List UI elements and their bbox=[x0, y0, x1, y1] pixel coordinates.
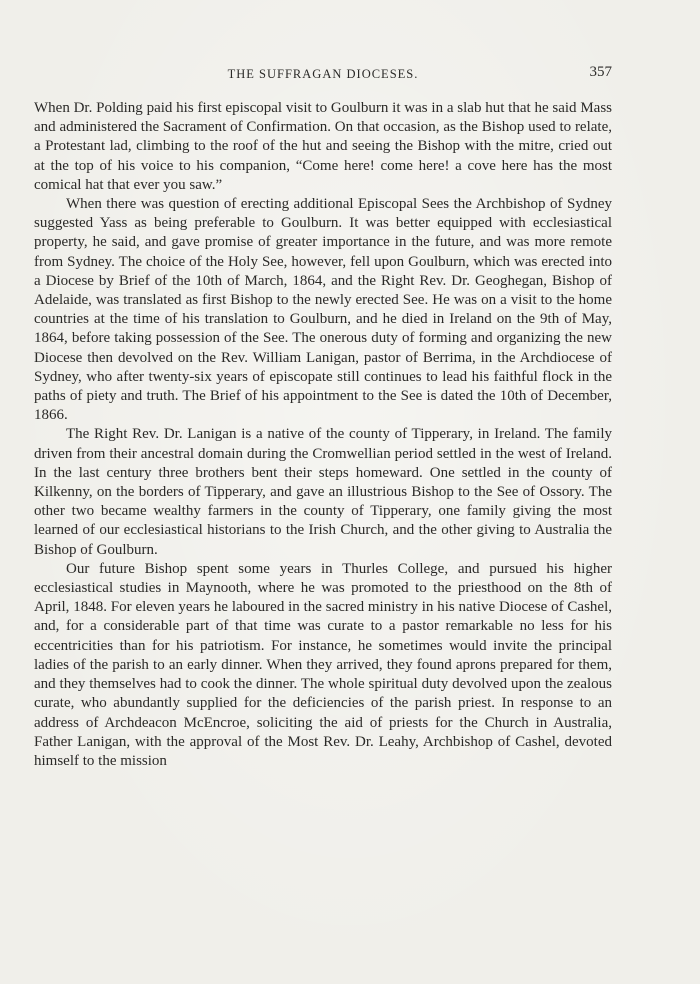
paragraph-lanigan-career: Our future Bishop spent some years in Thurles College, and pursued his higher ecclesiastical studies in Maynooth, where he was promoted to the priesthood on the 8th of April, 1848. For eleven years he laboured in the sacred ministry in his native Diocese of Cashel, and, for a considerable part of that time was curate to a pastor remarkable no less for his eccentricities than for his patriotism. For instance, he sometimes would invite the principal ladies of the parish to an early dinner. When they arrived, they found aprons prepared for them, and they themselves had to cook the dinner. The whole spiritual duty devolved upon the zealous curate, who abundantly supplied for the deficiencies of the parish priest. In response to an address of Archdeacon McEncroe, soliciting the aid of priests for the Church in Australia, Father Lanigan, with the approval of the Most Rev. Dr. Leahy, Archbishop of Cashel, devoted himself to the mission bbox=[34, 560, 612, 769]
paragraph-goulburn-diocese: When there was question of erecting additional Episcopal Sees the Archbishop of Sydney suggested Yass as being preferable to Goulburn. It was better equipped with ecclesiastical property, he said, and gave promise of greater importance in the future, and was more remote from Sydney. The choice of the Holy See, however, fell upon Goulburn, which was erected into a Diocese by Brief of the 10th of March, 1864, and the Right Rev. Dr. Geoghegan, Bishop of Adelaide, was translated as first Bishop to the newly erected See. He was on a visit to the home countries at the time of his translation to Goulburn, and he died in Ireland on the 9th of May, 1864, before taking possession of the See. The onerous duty of forming and organizing the new Diocese then devolved on the Rev. William Lanigan, pastor of Berrima, in the Archdiocese of Sydney, who after twenty-six years of episcopate still continues to lead his faithful flock in the paths of piety and truth. The Brief of his appointment to the See is dated the 10th of December, 1866. bbox=[34, 196, 612, 424]
running-head: THE SUFFRAGAN DIOCESES. bbox=[227, 67, 419, 81]
page-number: 357 bbox=[589, 64, 612, 80]
paragraph-lanigan-family: The Right Rev. Dr. Lanigan is a native of the county of Tipperary, in Ireland. The family driven from their ancestral domain during the Cromwellian period settled in the west of Ireland. In the last century three brothers bent their steps homeward. One settled in the county of Kilkenny, on the borders of Tipperary, and gave an illustrious Bishop to the See of Ossory. The other two became wealthy farmers in the county of Tipperary, one family giving the most learned of our ecclesiastical historians to the Irish Church, and the other giving to Australia the Bishop of Goulburn. bbox=[34, 426, 612, 558]
page-header bbox=[34, 64, 612, 84]
paragraph-polding-visit: When Dr. Polding paid his first episcopal visit to Goulburn it was in a slab hut that he said Mass and administered the Sacrament of Confirmation. On that occasion, as the Bishop used to relate, a Protestant lad, climbing to the roof of the hut and seeing the Bishop with the mitre, cried out at the top of his voice to his companion, “Come here! come here! a cove here has the most comical hat that ever you saw.” bbox=[34, 100, 612, 193]
body-text bbox=[34, 99, 612, 771]
